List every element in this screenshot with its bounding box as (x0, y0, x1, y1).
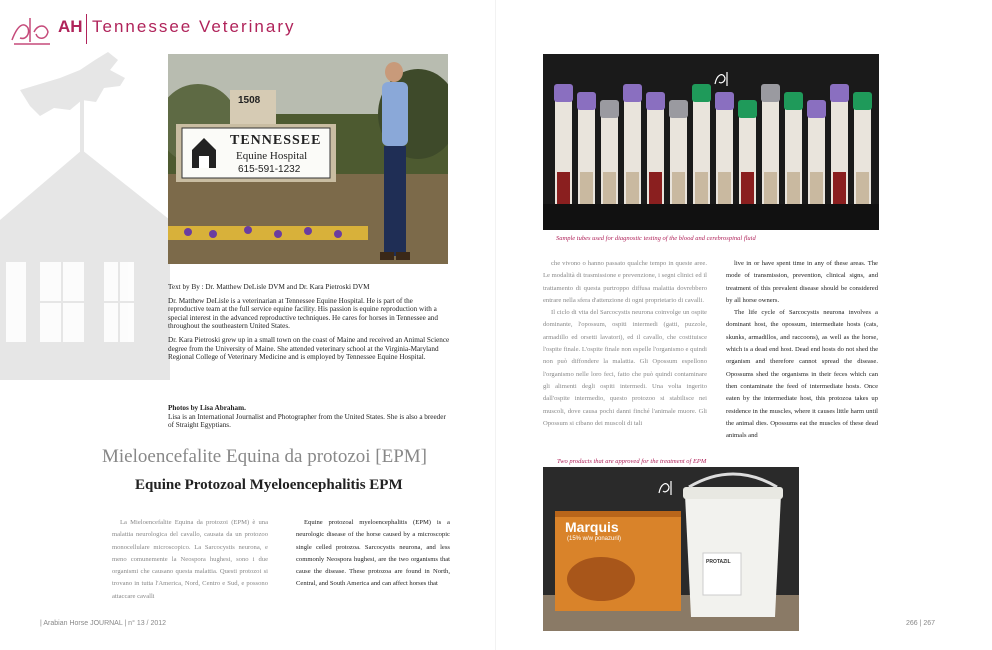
paragraph: live in or have spent time in any of these areas. The mode of transmission, prevention, clinical signs, and treatment of this prevalent disease should be considered by all horse owners. (726, 260, 878, 304)
tube-fluid (580, 172, 593, 204)
body-column-italian-2 (543, 258, 707, 430)
tube-fluid (718, 172, 731, 204)
photo-credit-bio: Lisa is an International Journalist and Photographer from the United States. She is also a breeder of Straight Egyptians. (168, 412, 446, 430)
tube-fluid (672, 172, 685, 204)
tube-fluid (741, 172, 754, 204)
box-subtitle: (15% w/w ponazuril) (567, 536, 622, 542)
body-column-italian-1 (112, 517, 268, 603)
caption-products: Two products that are approved for the treatment of EPM (557, 458, 707, 465)
author-bio-pietroski: Dr. Kara Pietroski grew up in a small town on the coast of Maine and received an Animal Science degree from the University of Maine. She attended veterinary school at the Virginia-Maryland Regional College of Veterinary Medicine and is employed by Tennessee Equine Hospital. (168, 335, 450, 362)
tube-fluid (603, 172, 616, 204)
article-title-english: Equine Protozoal Myeloencephalitis EPM (135, 477, 403, 493)
sign-address: 1508 (238, 95, 261, 106)
header-rule (86, 14, 87, 44)
tube-cap (623, 84, 642, 102)
tube-cap (784, 92, 803, 110)
tube-cap (807, 100, 826, 118)
paragraph: La Mieloencefalite Equina da protozoi (EPM) è una malattia neurologica del cavallo, causata da un protozoo monocellulare microscopico. La Sarcocystis neurona, e meno comunemente la Neospora hughesi, sono i due organismi che causano questa malattia. Questi protozoi si trovano in tutta l'America, Nord, Centro e Sud, e possono attaccare cavalli (112, 519, 268, 600)
tube-fluid (810, 172, 823, 204)
products-watermark-logo (655, 477, 677, 499)
box-brand: Marquis (565, 519, 619, 535)
sign-name-line1: TENNESSEE (230, 133, 322, 148)
author-byline: Text by By : Dr. Matthew DeLisle DVM and Dr. Kara Pietroski DVM (168, 283, 370, 291)
tube-cap (738, 100, 757, 118)
tube-cap (715, 92, 734, 110)
tube-cap (830, 84, 849, 102)
tubes-watermark-logo (711, 68, 733, 90)
weathervane-watermark (0, 30, 170, 380)
tube-cap (646, 92, 665, 110)
spread-gutter (495, 0, 496, 650)
arabic-calligraphy-logo (8, 14, 54, 48)
tube-cap (761, 84, 780, 102)
body-column-english-1 (296, 517, 450, 591)
section-abbr: AH (58, 17, 83, 36)
tube-cap (600, 100, 619, 118)
tube-fluid (833, 172, 846, 204)
article-title-italian: Mieloencefalite Equina da protozoi [EPM] (102, 446, 428, 467)
footer-journal: | Arabian Horse JOURNAL | n° 13 / 2012 (40, 620, 167, 627)
photo-credit-block (168, 404, 450, 430)
tube-cap (692, 84, 711, 102)
caption-tubes: Sample tubes used for diagnostic testing of the blood and cerebrospinal fluid (556, 235, 756, 242)
sign-phone: 615-591-1232 (238, 164, 301, 175)
paragraph: Equine protozoal myeloencephalitis (EPM) is a neurologic disease of the horse caused by a microscopic single celled protozoa. Sarcocystis neurona, and less commonly Neospora hughesi, are the two organisms that cause the disease. These protozoa are found in North, Central, and South America and can affect horses that (296, 519, 450, 588)
hospital-sign-photo (168, 54, 448, 264)
author-block (168, 283, 450, 367)
body-column-english-2 (726, 258, 878, 442)
products-photo (543, 467, 799, 631)
photo-credit-label: Photos by Lisa Abraham. (168, 404, 246, 412)
sign-name-line2: Equine Hospital (236, 150, 308, 162)
sample-tubes-photo (543, 54, 879, 230)
tube-cap (554, 84, 573, 102)
tube-fluid (787, 172, 800, 204)
tube-fluid (856, 172, 869, 204)
tube-cap (669, 100, 688, 118)
author-bio-delisle: Dr. Matthew DeLisle is a veterinarian at Tennessee Equine Hospital. He is part of the reproductive team at the full service equine facility. His passion is equine reproduction with a special interest in the advanced reproductive techniques. He cares for horses in Tennessee and throughout the southeastern United States. (168, 296, 438, 331)
paragraph: Il ciclo di vita del Sarcocystis neurona coinvolge un ospite dominante, l'opossum, ospiti intermedi (gatti, puzzole, armadillo ed orsetti lavatori), ed il cavallo, che costituisce l'ospite finale. L'ospite finale non espelle l'organismo e quindi non può diffondere la malattia. Gli Opossum espellono l'organismo nelle loro feci, fatto che può quindi contaminare gli alimenti degli ospiti intermedi. Una volta ingerito dall'ospite intermedio, questo protozoo si stabilisce nei muscoli, dove causa pochi danni finché l'animale muore. Gli Opossum si cibano dei muscoli di tali (543, 309, 707, 427)
paragraph: The life cycle of Sarcocystis neurona involves a dominant host, the opossum, intermediate hosts (cats, skunks, armadillos, and raccoons), as well as the horse, which is a dead end host. Dead end hosts do not shed the organism and therefore cannot spread the disease. Opossums shed the organisms in their feces which can then contaminate the feed of intermediate hosts. Once eaten by the intermediate host, this protozoa takes up residence in the muscles, where it causes little harm until the animal dies. Opossums eat the muscles of these dead animals and (726, 309, 878, 440)
tube-fluid (764, 172, 777, 204)
paragraph: che vivono o hanno passato qualche tempo in queste aree. Le modalità di trasmissione e prevenzione, i segni clinici ed il trattamento di questa purtroppo diffusa malattia dovrebbero entrare nella sfera d'attenzione di ogni proprietario di cavalli. (543, 260, 707, 304)
footer-page-numbers: 266 | 267 (906, 620, 936, 627)
tube-fluid (695, 172, 708, 204)
tube-fluid (649, 172, 662, 204)
tube-cap (853, 92, 872, 110)
tube-cap (577, 92, 596, 110)
tube-fluid (557, 172, 570, 204)
bucket-brand: PROTAZIL (706, 559, 731, 565)
section-title: Tennessee Veterinary (92, 17, 296, 36)
tube-fluid (626, 172, 639, 204)
